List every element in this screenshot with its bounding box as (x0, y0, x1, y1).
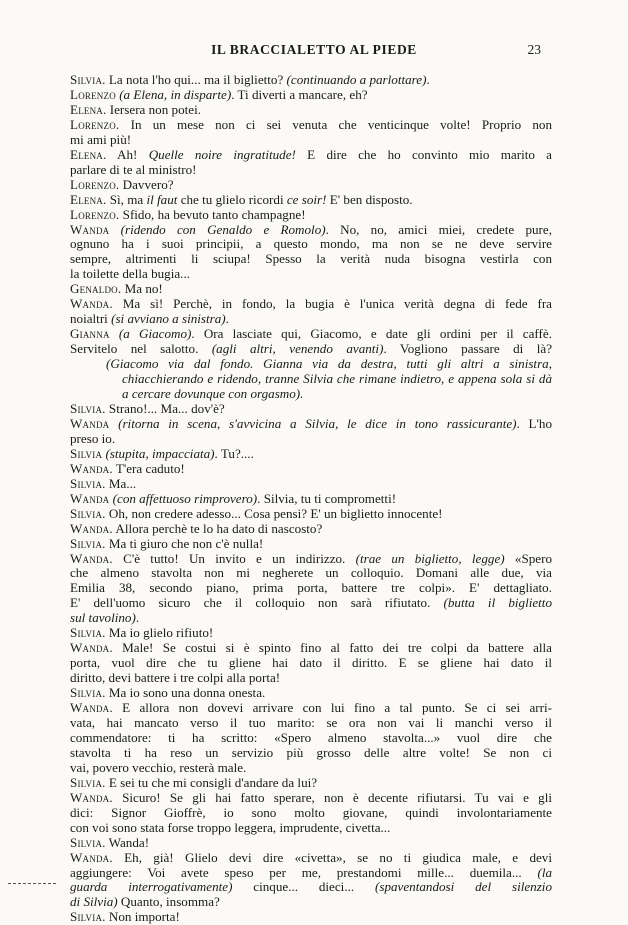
continuation-line (70, 806, 552, 821)
speaker-name: Wanda. (70, 700, 113, 716)
continuation-line (70, 596, 552, 611)
speaker-name: Wanda. (70, 640, 113, 656)
continuation-line (70, 880, 552, 895)
dialogue-segment: parlare di te al ministro! (70, 161, 197, 177)
speaker-name: Wanda. (70, 789, 113, 805)
dialogue-segment: Ma ti giuro che non c'è nulla! (108, 535, 264, 551)
dialogue-segment: Oh, non credere adesso... Cosa pensi? E' un biglietto innocente! (108, 505, 443, 521)
stage-direction: (Giacomo via dal fondo. Gianna via da destra, tutti gli altri a sinistra, chiacchierando e ridendo, tranne Silvia che rimane indietro, e appena sola si dà a cercare dovunque con orgasmo). (106, 356, 552, 402)
speaker-name: Lorenzo. (70, 116, 120, 132)
dialogue-segment: preso io. (70, 430, 116, 446)
dialogue-segment: Davvero? (122, 176, 174, 192)
continuation-line (70, 895, 552, 910)
dialogue-segment: Male! Se costui si è spinto fino al fatto dei tre colpi da battere alla (122, 640, 552, 656)
speaker-name: Lorenzo. (70, 176, 120, 192)
continuation-line (70, 312, 552, 327)
speech-line (70, 88, 552, 103)
stage-note: (spaventandosi del silenzio (375, 879, 552, 895)
speech-line (70, 73, 552, 88)
speech-line (70, 851, 552, 866)
edge-mark (8, 883, 56, 886)
stage-note: (con affettuoso rimprovero) (112, 490, 258, 506)
dialogue-segment: Quanto, insomma? (117, 894, 220, 910)
continuation-line (70, 267, 552, 282)
speaker-name: Silvia. (70, 72, 106, 87)
dialogue-segment: la toilette della bugia... (70, 266, 190, 282)
dialogue-segment: E sei tu che mi consigli d'andare da lui? (108, 774, 318, 790)
dialogue-segment: E allora non dovevi arrivare con lui fino a tal punto. Se ci sei arri- (122, 700, 552, 716)
speech-line (70, 327, 552, 342)
stage-note: Quelle noire ingratitude! (148, 146, 296, 162)
dialogue-segment: noialtri (70, 311, 112, 327)
speaker-name: Silvia (70, 445, 103, 461)
dialogue-text (70, 73, 552, 925)
speech-line (70, 507, 552, 522)
speaker-name: Wanda (70, 415, 110, 431)
speaker-name: Silvia. (70, 685, 106, 701)
speaker-name: Silvia. (70, 505, 106, 521)
stage-note: di Silvia) (70, 894, 118, 910)
dialogue-segment: che almeno stavolta non mi negherete un colloquio. Domani alle due, via (70, 565, 552, 581)
stage-note: (stupita, impacciata) (105, 445, 215, 461)
stage-note: (si avviano a sinistra) (111, 311, 226, 327)
speaker-name: Silvia. (70, 834, 106, 850)
speech-line (70, 791, 552, 806)
speech-line (70, 641, 552, 656)
continuation-line (70, 716, 552, 731)
dialogue-segment: La nota l'ho qui... ma il biglietto? (108, 72, 287, 87)
dialogue-segment: T'era caduto! (115, 460, 185, 476)
dialogue-segment: . No, no, amici miei, credete pure, (325, 221, 552, 237)
speech-line (70, 776, 552, 791)
speech-line (70, 701, 552, 716)
dialogue-segment: Ma io glielo rifiuto! (108, 625, 214, 641)
speaker-name: Gianna (70, 326, 110, 342)
speaker-name: Wanda. (70, 460, 113, 476)
continuation-line (70, 746, 552, 761)
dialogue-segment: . (426, 72, 430, 87)
continuation-line (70, 342, 552, 357)
continuation-line (70, 761, 552, 776)
dialogue-segment: Sicuro! Se gli hai fatto sperare, non è decente rifiutarsi. Tu vai e gli (122, 789, 552, 805)
dialogue-segment: vai, povero vecchio, resterà male. (70, 759, 247, 775)
dialogue-segment: commendatore: ti ha scritto: «Spero almeno stavolta...» vuol dire che (70, 729, 552, 745)
dialogue-segment: . Vogliono passare di là? (383, 341, 553, 357)
continuation-line (70, 656, 552, 671)
dialogue-segment: Ma io sono una donna onesta. (108, 685, 266, 701)
dialogue-segment: . (135, 610, 140, 626)
dialogue-segment: aggiungere: Voi avete speso per me, prestandomi mille... duemila... (70, 864, 538, 880)
dialogue-segment: In un mese non ci sei venuta che venticinque volte! Proprio non (130, 116, 553, 132)
speaker-name: Elena. (70, 101, 107, 117)
speech-line (70, 402, 552, 417)
continuation-line (70, 581, 552, 596)
dialogue-segment: Ma no! (124, 281, 163, 297)
stage-note: (continuando a parlottare) (286, 72, 427, 87)
speaker-name: Silvia. (70, 535, 106, 551)
speaker-name: Wanda. (70, 550, 113, 566)
stage-note: (trae un biglietto, legge) (355, 550, 505, 566)
stage-note: (la (537, 864, 552, 880)
speaker-name: Silvia. (70, 625, 106, 641)
speaker-name: Lorenzo (70, 86, 116, 102)
speech-line (70, 626, 552, 641)
stage-note: (a Giacomo) (118, 326, 192, 342)
dialogue-segment: Sfido, ha bevuto tanto champagne! (122, 206, 306, 222)
dialogue-segment: cinque... dieci... (232, 879, 375, 895)
speaker-name: Silvia. (70, 909, 106, 925)
speech-line (70, 522, 552, 537)
dialogue-segment: sempre, altrimenti li sciupa! Spesso la verità nuda bisogna vestirla con (70, 251, 552, 267)
speaker-name: Wanda. (70, 849, 113, 865)
speaker-name: Wanda (70, 221, 110, 237)
dialogue-segment: Strano!... Ma... dov'è? (108, 400, 225, 416)
dialogue-segment: Ma... (108, 475, 137, 491)
speech-line (70, 537, 552, 552)
dialogue-segment: Servitelo nel salotto. (70, 341, 212, 357)
dialogue-segment: diritto, devi battere i tre colpi alla porta! (70, 670, 281, 686)
dialogue-segment: . Ora lasciate qui, Giacomo, e date gli ordini per il caffè. (191, 326, 552, 342)
continuation-line (70, 252, 552, 267)
dialogue-segment: . L'ho (516, 415, 552, 431)
dialogue-segment: mi ami più! (70, 131, 132, 147)
dialogue-segment: Sì, ma (109, 191, 147, 207)
continuation-line (70, 671, 552, 686)
speech-line (70, 477, 552, 492)
dialogue-segment: Iersera non potei. (109, 101, 202, 117)
dialogue-segment: E' ben disposto. (326, 191, 413, 207)
speaker-name: Wanda. (70, 296, 113, 312)
dialogue-segment: «Spero (504, 550, 552, 566)
speech-line (70, 836, 552, 851)
dialogue-segment: . (225, 311, 229, 327)
dialogue-segment: con voi sono stata forse troppo leggera, imprudente, civetta... (70, 819, 391, 835)
speech-line (70, 178, 552, 193)
speech-line (70, 118, 552, 133)
stage-note: (agli altri, venendo avanti) (211, 341, 384, 357)
dialogue-segment: vata, hai mancato verso il tuo marito: se ora non vai li manchi verso il (70, 714, 552, 730)
continuation-line (70, 237, 552, 252)
dialogue-segment: C'è tutto! Un invito e un indirizzo. (123, 550, 356, 566)
dialogue-segment: E' dell'uomo sicuro che il colloquio non sarà rifiutato. (70, 595, 444, 611)
dialogue-segment: . Ti diverti a mancare, eh? (231, 86, 368, 102)
continuation-line (70, 611, 552, 626)
speech-line (70, 417, 552, 432)
stage-note: guarda interrogativamente) (70, 879, 233, 895)
speech-line (70, 193, 552, 208)
dialogue-segment: dici: Signor Gioffrè, io sono molto giovane, quindi involontariamente (70, 804, 552, 820)
speaker-name: Silvia. (70, 400, 106, 416)
speech-line (70, 552, 552, 567)
stage-note: il faut (146, 191, 178, 207)
speech-line (70, 492, 552, 507)
speaker-name: Elena. (70, 191, 107, 207)
dialogue-segment: Ma sì! Perchè, in fondo, la bugia è l'unica verità degna di fede fra (122, 296, 552, 312)
speech-line (70, 223, 552, 238)
dialogue-segment: Non importa! (108, 909, 180, 925)
dialogue-segment: . Silvia, tu ti comprometti! (257, 490, 397, 506)
continuation-line (70, 133, 552, 148)
speaker-name: Silvia. (70, 475, 106, 491)
dialogue-segment: E dire che ho convinto mio marito a (295, 146, 552, 162)
speaker-name: Lorenzo. (70, 206, 120, 222)
stage-note: sul tavolino) (70, 610, 136, 626)
running-header: IL BRACCIALETTO AL PIEDE (211, 42, 417, 57)
speech-line (70, 447, 552, 462)
dialogue-segment: Allora perchè te lo ha dato di nascosto? (115, 520, 323, 536)
speech-line (70, 208, 552, 223)
dialogue-segment: porta, vuol dire che tu gliene hai dato il diritto. E se gliene hai dato il (70, 655, 552, 671)
page-number: 23 (527, 42, 541, 57)
dialogue-segment: Ah! (117, 146, 149, 162)
dialogue-segment: Eh, già! Glielo devi dire «civetta», se no ti giudica male, e devi (124, 849, 552, 865)
speech-line (70, 686, 552, 701)
speaker-name: Genaldo. (70, 281, 122, 297)
speech-line (70, 297, 552, 312)
continuation-line (70, 866, 552, 881)
stage-note: (ridendo con Genaldo e Romolo) (120, 221, 326, 237)
stage-note: (ritorna in scena, s'avvicina a Silvia, le dice in tono rassicurante) (118, 415, 517, 431)
speaker-name: Elena. (70, 146, 107, 162)
dialogue-segment: Emilia 38, secondo piano, prima porta, battere tre colpi». E' dettagliato. (70, 580, 552, 596)
speech-line (70, 462, 552, 477)
speech-line (70, 282, 552, 297)
continuation-line (70, 432, 552, 447)
continuation-line (70, 163, 552, 178)
continuation-line (70, 821, 552, 836)
stage-note: (a Elena, in disparte) (119, 86, 232, 102)
dialogue-segment: stavolta ti ha reso un servizio più grosso delle altre volte! Se non ci (70, 744, 552, 760)
speech-line (70, 103, 552, 118)
continuation-line (70, 566, 552, 581)
speech-line (70, 910, 552, 925)
speaker-name: Silvia. (70, 774, 106, 790)
dialogue-segment: . Tu?.... (214, 445, 254, 461)
dialogue-segment: Wanda! (108, 834, 150, 850)
speech-line (70, 148, 552, 163)
dialogue-segment: che tu glielo ricordi (177, 191, 287, 207)
continuation-line (70, 731, 552, 746)
stage-note: (butta il biglietto (443, 595, 552, 611)
speaker-name: Wanda. (70, 520, 113, 536)
dialogue-segment: ognuno ha i suoi principii, a questo mondo, ma non se ne deve servire (70, 236, 552, 252)
stage-note: ce soir! (286, 191, 327, 207)
speaker-name: Wanda (70, 490, 110, 506)
